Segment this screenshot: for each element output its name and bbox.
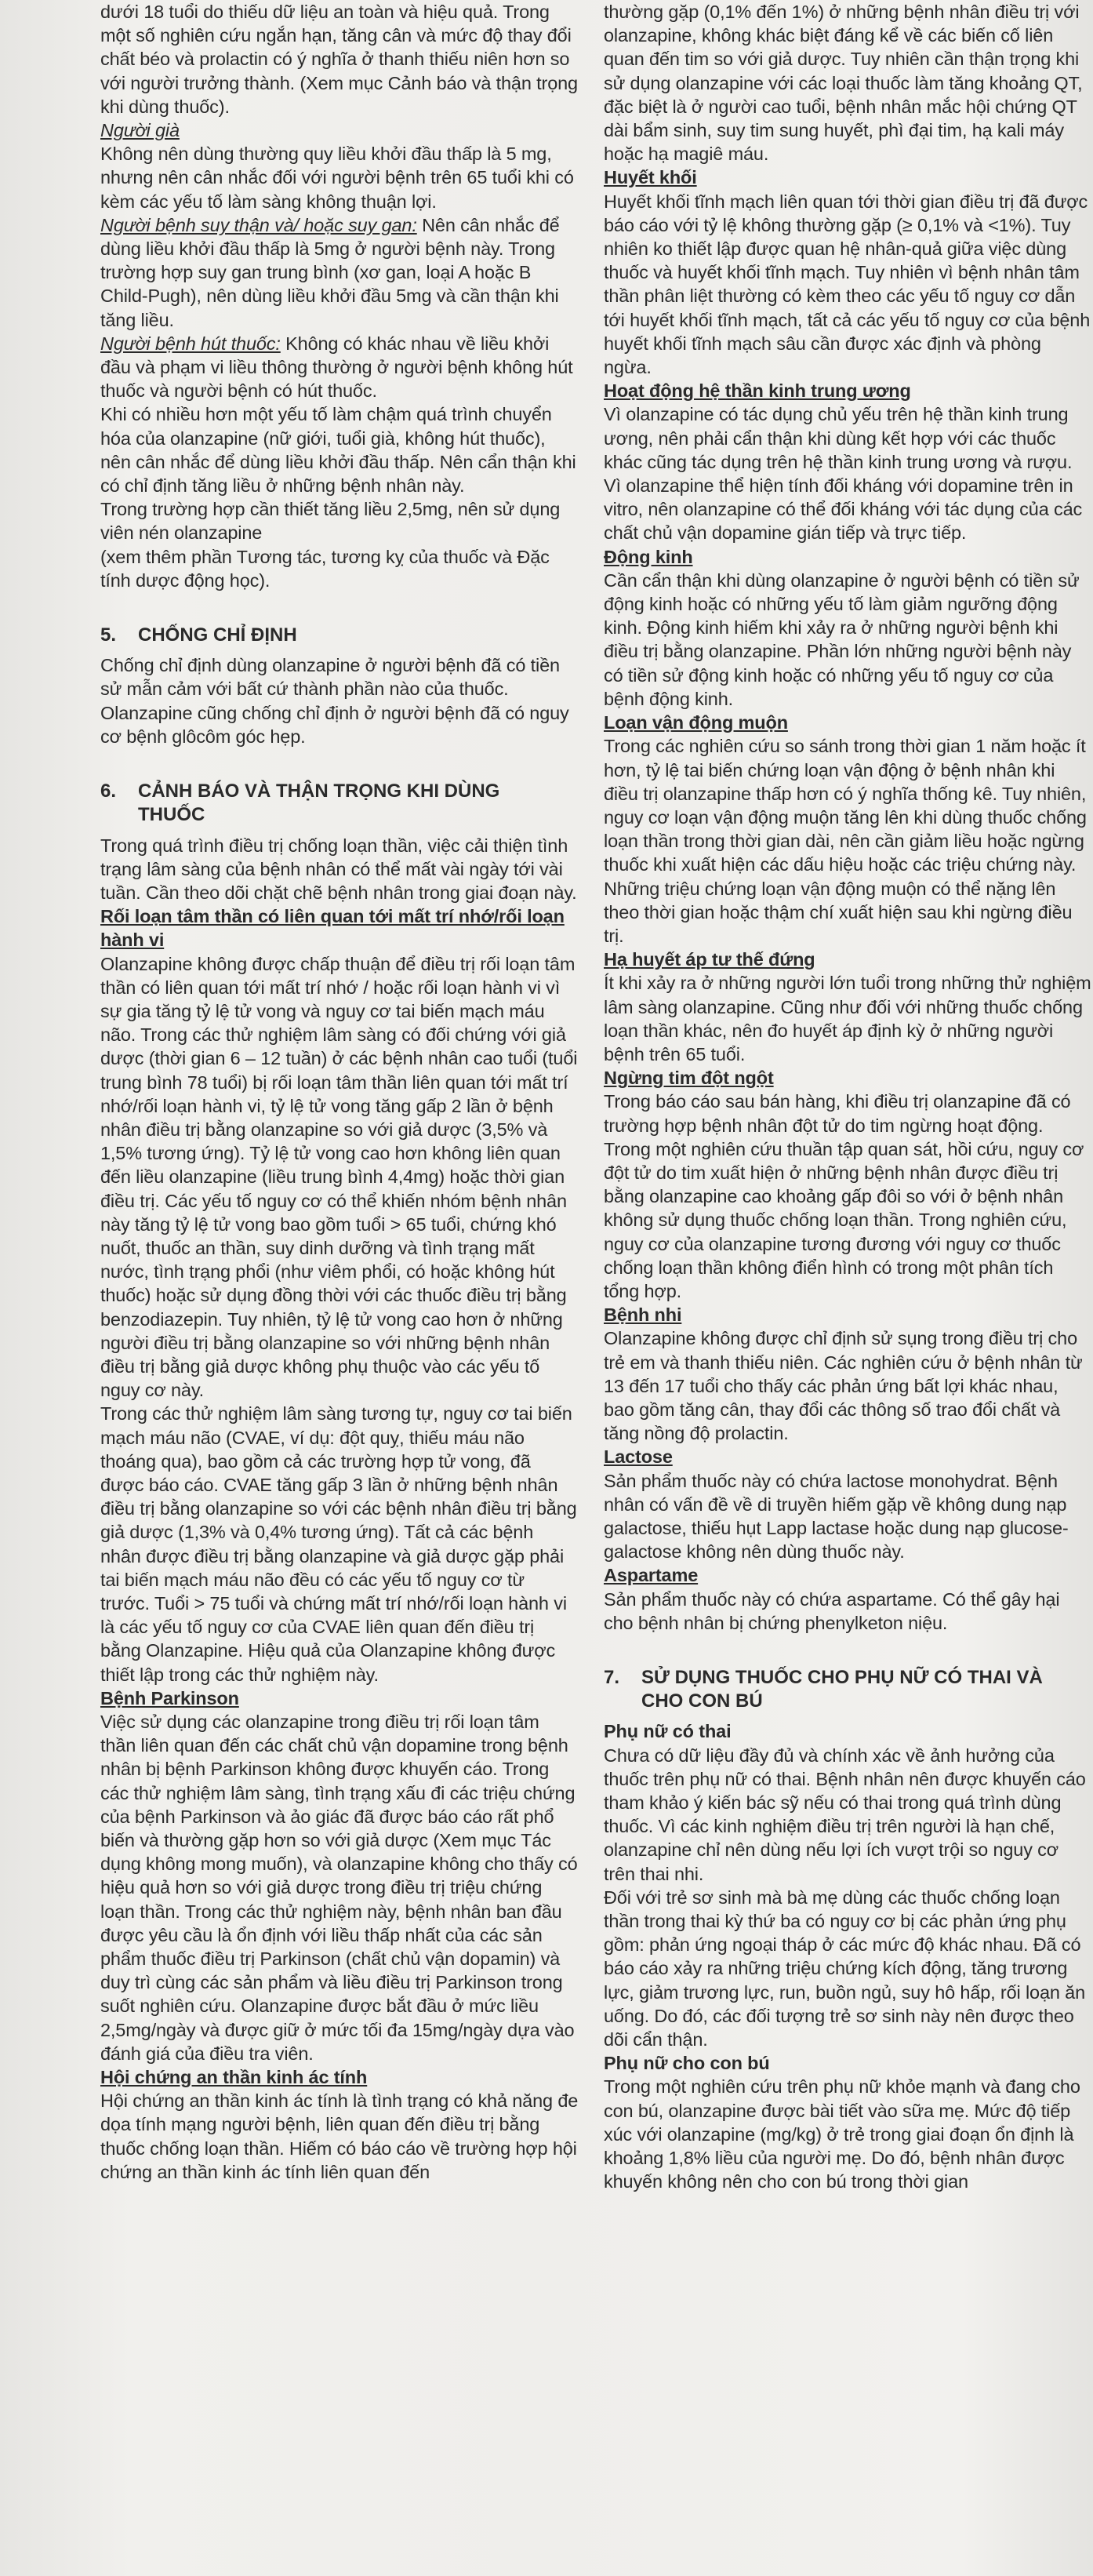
subheading-dementia: Rối loạn tâm thần có liên quan tới mất trí nhớ/rối loạn hành vi (100, 906, 565, 951)
kidney-text: Nên cân nhắc để dùng liều khởi đầu thấp là 5mg ở người bệnh này. Trong trường hợp suy gan trung bình (xơ gan, loại A hoặc B Child-Pugh), nên dùng liều khởi đầu 5mg và cần thận khi tăng liều. (100, 214, 560, 330)
paragraph: Trong trường hợp cần thiết tăng liều 2,5mg, nên sử dụng viên nén olanzapine (100, 499, 561, 544)
subheading-pregnancy: Phụ nữ có thai (604, 1721, 732, 1742)
paragraph-smoker (100, 332, 579, 403)
smoker-text: Không có khác nhau về liều khởi đầu và phạm vi liều thông thường ở người bệnh không hút thuốc và người bệnh có hút thuốc. (100, 333, 573, 402)
paragraph: Không nên dùng thường quy liều khởi đầu thấp là 5 mg, nhưng nên cân nhắc đối với người bệnh trên 65 tuổi khi có kèm các yếu tố làm sàng không thuận lợi. (100, 144, 574, 212)
subheading-lactose: Lactose (604, 1446, 673, 1468)
right-column (604, 0, 1093, 2576)
paragraph: Chống chỉ định dùng olanzapine ở người bệnh đã có tiền sử mẫn cảm với bất cứ thành phần nào của thuốc. (100, 655, 560, 700)
section-number: 7. (604, 1667, 620, 1689)
section-6-heading (100, 780, 579, 827)
section-title-line2: CHO CON BÚ (641, 1690, 763, 1712)
subheading-kidney: Người bệnh suy thận và/ hoặc suy gan: (100, 214, 417, 235)
paragraph: Việc sử dụng các olanzapine trong điều trị rối loạn tâm thần liên quan đến các chất chủ vận dopamine trong bệnh nhân bị bệnh Parkinson không được khuyến cáo. Trong các thử nghiệm lâm sàng, tình trạng xấu đi các triệu chứng của bệnh Parkinson và ảo giác đã được báo cáo rất phổ biến và thường gặp hơn so với giả dược (Xem mục Tác dụng không mong muốn), và olanzapine không cho thấy có hiệu quả hơn so với giả dược trong điều trị triệu chứng loạn thần. Trong các thử nghiệm này, bệnh nhân ban đầu được yêu cầu là ổn định với liều thấp nhất của các sản phẩm thuốc điều trị Parkinson (chất chủ vận dopamin) và duy trì cùng các sản phẩm và liều điều trị Parkinson trong suốt nghiên cứu. Olanzapine được bắt đầu ở mức liều 2,5mg/ngày và được giữ ở mức tối đa 15mg/ngày dựa vào đánh giá của điều tra viên. (100, 1712, 578, 2064)
section-title-line2: THUỐC (138, 804, 205, 826)
subheading-elderly: Người già (100, 120, 180, 141)
section-number: 6. (100, 780, 117, 802)
paragraph: Huyết khối tĩnh mạch liên quan tới thời gian điều trị đã được báo cáo với tỷ lệ không thường gặp (≥ 0,1% và <1%). Tuy nhiên ko thiết lập được quan hệ nhân-quả giữa việc dùng thuốc và huyết khối tĩnh mạch. Tuy nhiên vì bệnh nhân tâm thần phân liệt thường có kèm theo các yếu tố nguy cơ dẫn tới huyết khối tĩnh mạch, tất cả các yếu tố nguy cơ của bệnh huyết khối tĩnh mạch sâu cần được xác định và phòng ngừa. (604, 191, 1091, 378)
subheading-nms: Hội chứng an thần kinh ác tính (100, 2067, 368, 2088)
section-title: CHỐNG CHỈ ĐỊNH (138, 624, 297, 646)
paragraph: Olanzapine không được chấp thuận để điều trị rối loạn tâm thần có liên quan tới mất trí nhớ / hoặc rối loạn hành vi vì sự gia tăng tỷ lệ tử vong và nguy cơ tai biến mạch máu não. Trong các thử nghiệm lâm sàng có đối chứng với giả dược (thời gian 6 – 12 tuần) ở các bệnh nhân cao tuổi (tuổi trung bình 78 tuổi) bị rối loạn tâm thần liên quan tới mất trí nhớ/rối loạn hành vi, tỷ lệ tử vong tăng gấp 2 lần ở bệnh nhân điều trị bằng olanzapine so với giả dược (3,5% và 1,5% tương ứng). Tỷ lệ tử vong cao hơn không liên quan đến liều olanzapine (liều trung bình 4,4mg) hoặc thời gian điều trị. Các yếu tố nguy cơ có thể khiến nhóm bệnh nhân này tăng tỷ lệ tử vong bao gồm tuổi > 65 tuổi, chứng khó nuốt, thuốc an thần, suy dinh dưỡng và tình trạng mất nước, tình trạng phổi (như viêm phổi, có hoặc không hút thuốc) hoặc sử dụng đồng thời với các thuốc điều trị bằng benzodiazepin. Tuy nhiên, tỷ lệ tử vong cao hơn ở những người điều trị bằng olanzapine so với những bệnh nhân điều trị bằng giả dược không phụ thuộc vào các yếu tố nguy cơ này. (100, 953, 578, 1401)
paragraph: Hội chứng an thần kinh ác tính là tình trạng có khả năng đe dọa tính mạng người bệnh, liên quan đến điều trị bằng thuốc chống loạn thần. Hiếm có báo cáo về trường hợp hội chứng an thần kinh ác tính liên quan đến (100, 2090, 579, 2182)
subheading-thrombosis: Huyết khối (604, 167, 697, 188)
paragraph: Trong báo cáo sau bán hàng, khi điều trị olanzapine đã có trường hợp bệnh nhân đột tử do tim ngừng hoạt động. Trong một nghiên cứu thuần tập quan sát, hồi cứu, nguy cơ đột tử do tim xuất hiện ở những bệnh nhân được điều trị bằng olanzapine cao khoảng gấp đôi so với ở bệnh nhân không sử dụng thuốc chống loạn thần. Trong nghiên cứu, nguy cơ của olanzapine tương đương với nguy cơ thuốc chống loạn thần không điển hình có trong một phân tích tổng hợp. (604, 1091, 1084, 1301)
subheading-parkinson: Bệnh Parkinson (100, 1687, 239, 1708)
subheading-aspartame: Aspartame (604, 1565, 699, 1586)
left-column (100, 0, 579, 2576)
paragraph: Vì olanzapine có tác dụng chủ yếu trên hệ thần kinh trung ương, nên phải cẩn thận khi dùng kết hợp với các thuốc khác cũng tác dụng trên hệ thần kinh trung ương và rượu. Vì olanzapine thể hiện tính đối kháng với dopamine trên in vitro, nên olanzapine có thể đối kháng với tác dụng của các chất chủ vận dopamine gián tiếp và trực tiếp. (604, 404, 1083, 544)
subheading-tardive: Loạn vận động muộn (604, 712, 788, 733)
subheading-smoker: Người bệnh hút thuốc: (100, 333, 281, 354)
section-number: 5. (100, 624, 117, 646)
paragraph: Ít khi xảy ra ở những người lớn tuổi trong những thử nghiệm lâm sàng olanzapine. Cũng như đối với những thuốc chống loạn thần khác, nên đo huyết áp định kỳ ở những người bệnh trên 65 tuổi. (604, 973, 1091, 1064)
paragraph-kidney (100, 213, 579, 332)
paragraph: Trong các thử nghiệm lâm sàng tương tự, nguy cơ tai biến mạch máu não (CVAE, ví dụ: đột quỵ, thiếu máu não thoáng qua), bao gồm cả các trường hợp tử vong, đã được báo cáo. CVAE tăng gấp 3 lần ở những bệnh nhân điều trị bằng olanzapine so với các bệnh nhân điều trị bằng giả dược (1,3% và 0,4% tương ứng). Tất cả các bệnh nhân được điều trị bằng olanzapine và giả dược gặp phải tai biến mạch máu não đều có các yếu tố nguy cơ từ trước. Tuổi > 75 tuổi và chứng mất trí nhớ/rối loạn hành vi là các yếu tố nguy cơ của CVAE liên quan đến điều trị bằng Olanzapine. Hiệu quả của Olanzapine không được thiết lập trong các thử nghiệm này. (100, 1403, 577, 1685)
paragraph: Olanzapine không được chỉ định sử sụng trong điều trị cho trẻ em và thanh thiếu niên. Các nghiên cứu ở bệnh nhân từ 13 đến 17 tuổi cho thấy các phản ứng bất lợi khác nhau, bao gồm tăng cân, thay đổi các thông số trao đổi chất và tăng nồng độ prolactin. (604, 1328, 1083, 1444)
paragraph: dưới 18 tuổi do thiếu dữ liệu an toàn và hiệu quả. Trong một số nghiên cứu ngắn hạn, tăng cân và mức độ thay đổi chất béo và prolactin có ý nghĩa ở thanh thiếu niên hơn so với người trưởng thành. (Xem mục Cảnh báo và thận trọng khi dùng thuốc). (100, 2, 578, 117)
subheading-pediatric: Bệnh nhi (604, 1304, 682, 1326)
subheading-cns: Hoạt động hệ thần kinh trung ương (604, 380, 911, 402)
section-7-heading (604, 1666, 1093, 1713)
paragraph: Khi có nhiều hơn một yếu tố làm chậm quá trình chuyển hóa của olanzapine (nữ giới, tuổi già, không hút thuốc), nên cân nhắc để dùng liều khởi đầu thấp. Nên cẩn thận khi có chỉ định tăng liều ở những bệnh nhân này. (100, 404, 576, 497)
subheading-hypotension: Hạ huyết áp tư thế đứng (604, 949, 815, 970)
section-title: SỬ DỤNG THUỐC CHO PHỤ NỮ CÓ THAI VÀ (641, 1667, 1043, 1689)
paragraph: Đối với trẻ sơ sinh mà bà mẹ dùng các thuốc chống loạn thần trong thai kỳ thứ ba có nguy cơ bị các phản ứng phụ gồm: phản ứng ngoại tháp ở các mức độ khác nhau. Đã có báo cáo xảy ra những triệu chứng kích động, tăng trương lực, giảm trương lực, run, buồn ngủ, suy hô hấp, rối loạn ăn uống. Do đó, các đối tượng trẻ sơ sinh này nên được theo dõi cẩn thận. (604, 1887, 1086, 2050)
paragraph: Olanzapine cũng chống chỉ định ở người bệnh đã có nguy cơ bệnh glôcôm góc hẹp. (100, 702, 569, 747)
paragraph: Chưa có dữ liệu đầy đủ và chính xác về ảnh hưởng của thuốc trên phụ nữ có thai. Bệnh nhân nên được khuyến cáo tham khảo ý kiến bác sỹ nếu có thai trong quá trình dùng thuốc. Vì các kinh nghiệm điều trị trên người là hạn chế, olanzapine chỉ nên dùng nếu lợi ích vượt trội so nguy cơ trên thai nhi. (604, 1745, 1086, 1884)
paragraph: Trong quá trình điều trị chống loạn thần, việc cải thiện tình trạng lâm sàng của bệnh nhân có thể mất vài ngày tới vài tuần. Cần theo dõi chặt chẽ bệnh nhân trong giai đoạn này. (100, 835, 577, 903)
paragraph: (xem thêm phần Tương tác, tương kỵ của thuốc và Đặc tính dược động học). (100, 546, 550, 591)
paragraph: Trong các nghiên cứu so sánh trong thời gian 1 năm hoặc ít hơn, tỷ lệ tai biến chứng loạn vận động ở bệnh nhân khi điều trị olanzapine thấp hơn có ý nghĩa thống kê. Tuy nhiên, nguy cơ loạn vận động muộn tăng lên khi dùng thuốc chống loạn thần trong thời gian dài, nên cần giảm liều hoặc ngừng thuốc khi xuất hiện các dấu hiệu hoặc các triệu chứng này. Những triệu chứng loạn vận động muộn có thể nặng lên theo thời gian hoặc thậm chí xuất hiện sau khi ngừng điều trị. (604, 736, 1087, 946)
section-5-heading (100, 624, 579, 647)
subheading-nursing: Phụ nữ cho con bú (604, 2053, 770, 2074)
paragraph: thường gặp (0,1% đến 1%) ở những bệnh nhân điều trị với olanzapine, không khác biệt đáng kể về các biến cố liên quan đến tim so với giả dược. Tuy nhiên cần thận trọng khi sử dụng olanzapine với các loại thuốc làm tăng khoảng QT, đặc biệt là ở người cao tuổi, bệnh nhân mắc hội chứng QT dài bẩm sinh, suy tim sung huyết, phì đại tim, hạ kali máy hoặc hạ magiê máu. (604, 2, 1083, 165)
paragraph: Sản phẩm thuốc này có chứa lactose monohydrat. Bệnh nhân có vấn đề về di truyền hiếm gặp về không dung nạp galactose, thiếu hụt Lapp lactase hoặc dung nạp glucose-galactose không nên dùng thuốc này. (604, 1470, 1069, 1563)
paragraph: Sản phẩm thuốc này có chứa aspartame. Có thể gây hại cho bệnh nhân bị chứng phenylketon niệu. (604, 1588, 1060, 1633)
paragraph: Cần cẩn thận khi dùng olanzapine ở người bệnh có tiền sử động kinh hoặc có những yếu tố làm giảm ngưỡng động kinh. Động kinh hiếm khi xảy ra ở những người bệnh khi điều trị bằng olanzapine. Phần lớn những người bệnh này có tiền sử động kinh hoặc có những yếu tố nguy cơ của bệnh động kinh. (604, 569, 1080, 709)
section-title: CẢNH BÁO VÀ THẬN TRỌNG KHI DÙNG (138, 780, 500, 802)
subheading-cardiac-arrest: Ngừng tim đột ngột (604, 1068, 774, 1089)
subheading-seizure: Động kinh (604, 546, 693, 567)
paragraph: Trong một nghiên cứu trên phụ nữ khỏe mạnh và đang cho con bú, olanzapine được bài tiết vào sữa mẹ. Mức độ tiếp xúc với olanzapine (mg/kg) ở trẻ trong giai đoạn ổn định là khoảng 1,8% liều của người mẹ. Do đó, bệnh nhân được khuyến không nên cho con bú trong thời gian (604, 2076, 1080, 2192)
